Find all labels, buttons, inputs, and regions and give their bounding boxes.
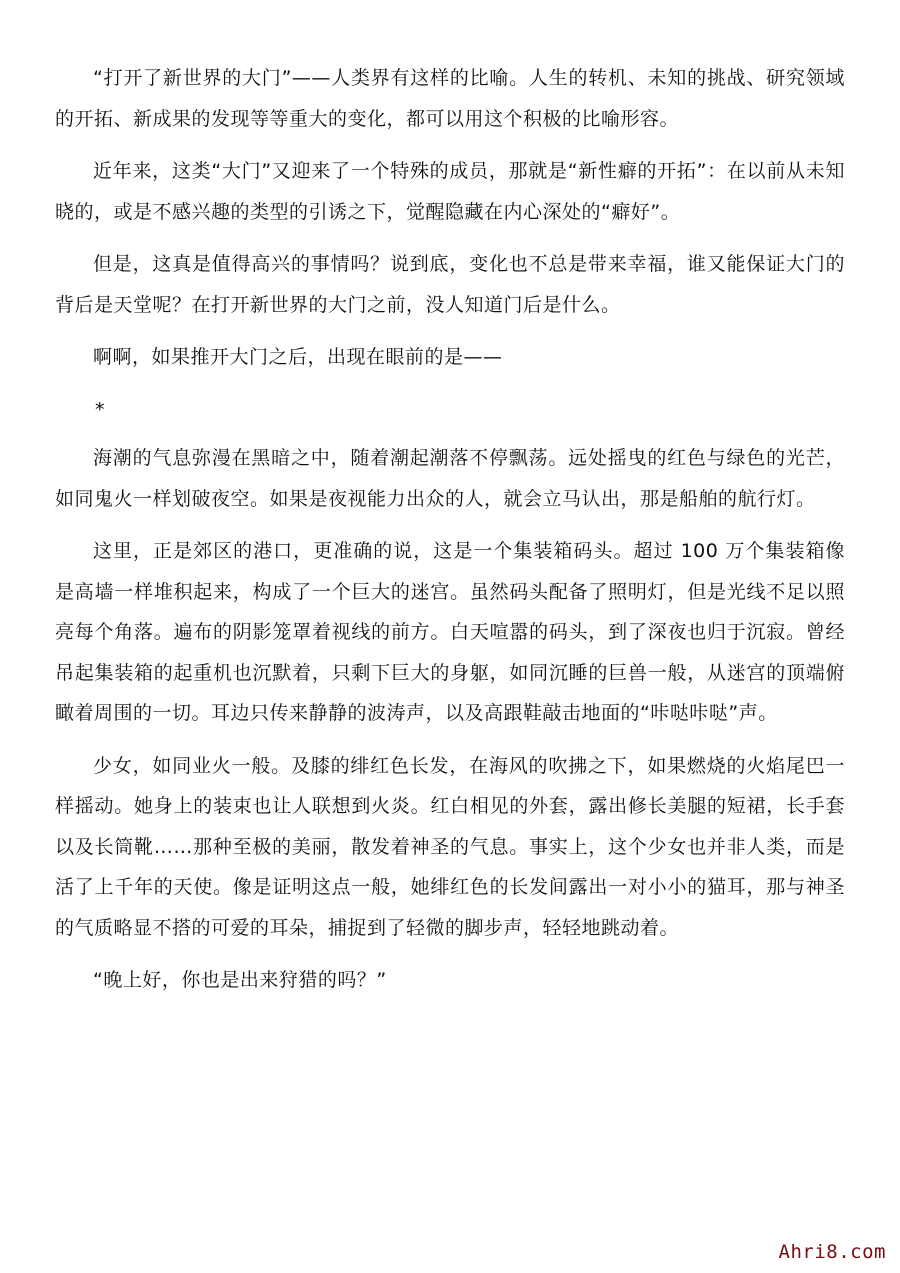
section-separator: *: [95, 398, 105, 421]
paragraph-8: “晚上好，你也是出来狩猎的吗？”: [93, 969, 387, 991]
paragraph-7: 少女，如同业火一般。及膝的绯红色长发，在海风的吹拂之下，如果燃烧的火焰尾巴一样摇动。她身上的装束也让人联想到火炎。红白相见的外套，露出修长美腿的短裙，长手套以及长筒靴……那种至极的美丽，散发着神圣的气息。事实上，这个少女也并非人类，而是活了上千年的天使。像是证明这点一般，她绯红色的长发间露出一对小小的猫耳，那与神圣的气质略显不搭的可爱的耳朵，捕捉到了轻微的脚步声，轻轻地跳动着。: [55, 754, 845, 939]
paragraph-6: 这里，正是郊区的港口，更准确的说，这是一个集装箱码头。超过 100 万个集装箱像是高墙一样堆积起来，构成了一个巨大的迷宫。虽然码头配备了照明灯，但是光线不足以照亮每个角落。遍布的阴影笼罩着视线的前方。白天喧嚣的码头，到了深夜也归于沉寂。曾经吊起集装箱的起重机也沉默着，只剩下巨大的身躯，如同沉睡的巨兽一般，从迷宫的顶端俯瞰着周围的一切。耳边只传来静静的波涛声，以及高跟鞋敲击地面的“咔哒咔哒”声。: [55, 540, 845, 724]
paragraph-2: 近年来，这类“大门”又迎来了一个特殊的成员，那就是“新性癖的开拓”：在以前从未知晓的，或是不感兴趣的类型的引诱之下，觉醒隐藏在内心深处的“癖好”。: [55, 160, 845, 223]
paragraph-4: 啊啊，如果推开大门之后，出现在眼前的是——: [93, 346, 503, 368]
paragraph-5: 海潮的气息弥漫在黑暗之中，随着潮起潮落不停飘荡。远处摇曳的红色与绿色的光芒，如同鬼火一样划破夜空。如果是夜视能力出众的人，就会立马认出，那是船舶的航行灯。: [55, 447, 845, 510]
site-watermark: Ahri8.com: [778, 1241, 886, 1263]
paragraph-3: 但是，这真是值得高兴的事情吗？说到底，变化也不总是带来幸福，谁又能保证大门的背后是天堂呢？在打开新世界的大门之前，没人知道门后是什么。: [55, 253, 845, 316]
paragraph-1: “打开了新世界的大门”——人类界有这样的比喻。人生的转机、未知的挑战、研究领域的开拓、新成果的发现等等重大的变化，都可以用这个积极的比喻形容。: [55, 67, 845, 130]
document-body: [55, 58, 845, 1013]
